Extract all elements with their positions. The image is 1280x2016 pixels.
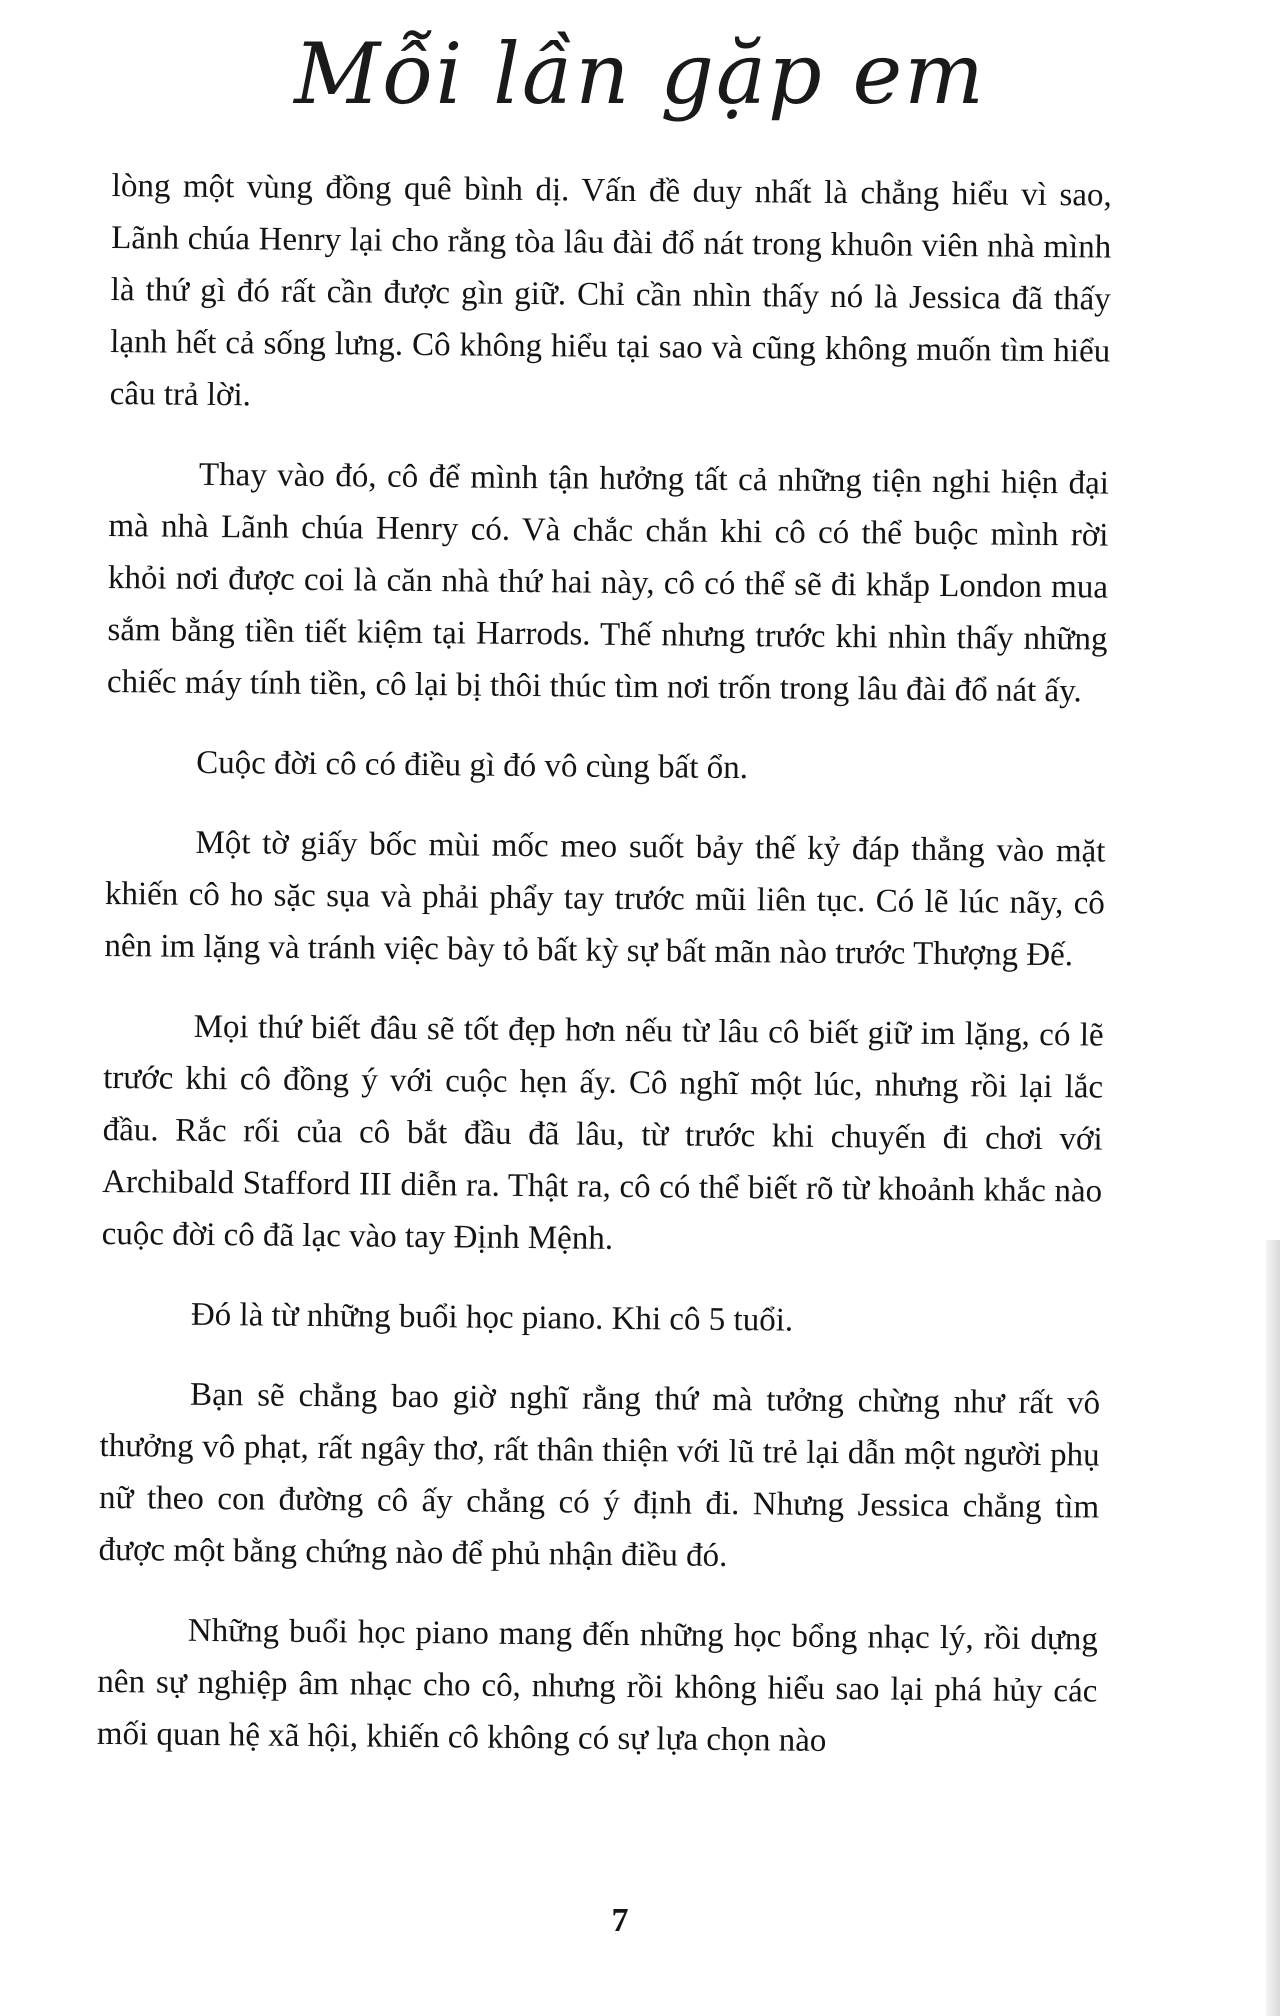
paragraph: lòng một vùng đồng quê bình dị. Vấn đề duy nhất là chẳng hiểu vì sao, Lãnh chúa Henry lại cho rằng tòa lâu đài đổ nát trong khuôn viên nhà mình là thứ gì đó rất cần được gìn giữ. Chỉ cần nhìn thấy nó là Jessica đã thấy lạnh hết cả sống lưng. Cô không hiểu tại sao và cũng không muốn tìm hiểu câu trả lời. (109, 167, 1112, 414)
paragraph: Cuộc đời cô có điều gì đó vô cùng bất ổn. (196, 744, 749, 787)
scan-edge-shadow (1266, 1240, 1280, 2016)
paragraph: Những buổi học piano mang đến những học bổng nhạc lý, rồi dựng nên sự nghiệp âm nhạc cho cô, nhưng rồi không hiểu sao lại phá hủy các mối quan hệ xã hội, khiến cô không có sự lựa chọn nào (96, 1612, 1099, 1759)
paragraph: Đó là từ những buổi học piano. Khi cô 5 tuổi. (190, 1296, 794, 1339)
body-text (96, 160, 1112, 1798)
paragraph: Một tờ giấy bốc mùi mốc meo suốt bảy thế kỷ đáp thẳng vào mặt khiến cô ho sặc sụa và phải phẩy tay trước mũi liên tục. Có lẽ lúc nãy, cô nên im lặng và tránh việc bày tỏ bất kỳ sự bất mãn nào trước Thượng Đế. (104, 824, 1106, 974)
paragraph: Mọi thứ biết đâu sẽ tốt đẹp hơn nếu từ lâu cô biết giữ im lặng, có lẽ trước khi cô đồng ý với cuộc hẹn ấy. Cô nghĩ một lúc, nhưng rồi lại lắc đầu. Rắc rối của cô bắt đầu đã lâu, từ trước khi chuyến đi chơi với Archibald Stafford III diễn ra. Thật ra, cô có thể biết rõ từ khoảnh khắc nào cuộc đời cô đã lạc vào tay Định Mệnh. (101, 1008, 1104, 1257)
paragraph: Thay vào đó, cô để mình tận hưởng tất cả những tiện nghi hiện đại mà nhà Lãnh chúa Henry có. Và chắc chắn khi cô có thể buộc mình rời khỏi nơi được coi là căn nhà thứ hai này, cô có thể sẽ đi khắp London mua sắm bằng tiền tiết kiệm tại Harrods. Thế nhưng trước khi nhìn thấy những chiếc máy tính tiền, cô lại bị thôi thúc tìm nơi trốn trong lâu đài đổ nát ấy. (106, 456, 1110, 710)
running-header-title: Mỗi lần gặp em (294, 25, 986, 123)
paragraph: Bạn sẽ chẳng bao giờ nghĩ rằng thứ mà tưởng chừng như rất vô thưởng vô phạt, rất ngây thơ, rất thân thiện với lũ trẻ lại dẫn một người phụ nữ theo con đường cô ấy chẳng có ý định đi. Nhưng Jessica chẳng tìm được một bằng chứng nào để phủ nhận điều đó. (98, 1376, 1101, 1574)
page-number: 7 (611, 1902, 629, 1939)
